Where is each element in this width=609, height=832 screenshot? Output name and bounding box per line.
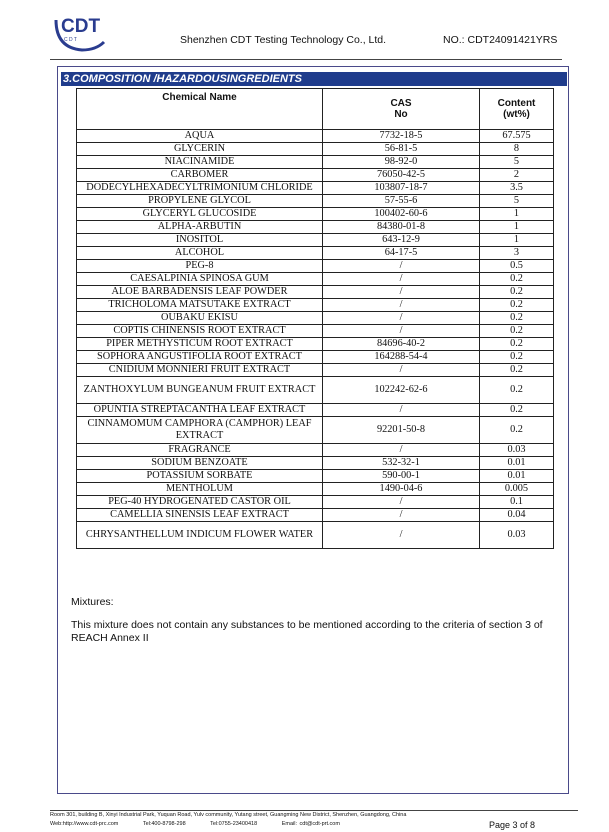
column-header-chemical-name: Chemical Name [77,89,323,130]
cell-chemical-name: COPTIS CHINENSIS ROOT EXTRACT [77,325,323,338]
cell-content: 0.2 [480,338,554,351]
table-row [77,496,554,509]
table-row [77,234,554,247]
table-row [77,299,554,312]
cell-chemical-name: TRICHOLOMA MATSUTAKE EXTRACT [77,299,323,312]
cell-cas-number: 92201-50-8 [323,417,480,444]
cell-chemical-name: NIACINAMIDE [77,156,323,169]
footer-web: Web:http://www.cdt-prc.com [50,821,119,827]
cell-chemical-name: ALOE BARBADENSIS LEAF POWDER [77,286,323,299]
cell-chemical-name: ZANTHOXYLUM BUNGEANUM FRUIT EXTRACT [77,377,323,404]
cell-cas-number: 57-55-6 [323,195,480,208]
cell-chemical-name: ALCOHOL [77,247,323,260]
footer-divider [50,810,578,811]
cell-content: 0.2 [480,325,554,338]
table-row [77,312,554,325]
table-row [77,260,554,273]
cell-cas-number: / [323,325,480,338]
cell-cas-number: / [323,312,480,325]
cell-cas-number: 590-00-1 [323,470,480,483]
table-row [77,351,554,364]
table-row [77,156,554,169]
cell-chemical-name: PIPER METHYSTICUM ROOT EXTRACT [77,338,323,351]
footer-tel-1: Tel:400-8798-298 [142,821,186,827]
cell-cas-number: / [323,299,480,312]
table-row [77,286,554,299]
cell-content: 1 [480,221,554,234]
cell-cas-number: / [323,364,480,377]
cell-cas-number: 7732-18-5 [323,130,480,143]
table-row [77,273,554,286]
cell-content: 0.2 [480,417,554,444]
table-row [77,221,554,234]
cell-content: 2 [480,169,554,182]
cell-cas-number: 84696-40-2 [323,338,480,351]
cell-content: 5 [480,156,554,169]
cell-content: 5 [480,195,554,208]
table-row [77,247,554,260]
table-row [77,404,554,417]
table-row [77,509,554,522]
cell-content: 0.1 [480,496,554,509]
cell-chemical-name: ALPHA-ARBUTIN [77,221,323,234]
column-header-content: Content (wt%) [480,89,554,130]
table-row [77,377,554,404]
cell-cas-number: 76050-42-5 [323,169,480,182]
cell-content: 0.03 [480,444,554,457]
footer-tel-2: Tel:0755-23400418 [210,821,258,827]
cell-cas-number: 84380-01-8 [323,221,480,234]
company-name: Shenzhen CDT Testing Technology Co., Ltd. [180,34,387,46]
table-row [77,143,554,156]
table-header-row [77,89,554,130]
cell-content: 0.2 [480,351,554,364]
cell-cas-number: 56-81-5 [323,143,480,156]
cell-chemical-name: MENTHOLUM [77,483,323,496]
cell-cas-number: 164288-54-4 [323,351,480,364]
table-row [77,182,554,195]
cell-content: 0.2 [480,312,554,325]
header-divider [50,59,562,60]
cell-chemical-name: CNIDIUM MONNIERI FRUIT EXTRACT [77,364,323,377]
cell-content: 0.005 [480,483,554,496]
cell-content: 0.2 [480,286,554,299]
composition-table [76,88,554,549]
section-title: 3.COMPOSITION /HAZARDOUSINGREDIENTS [61,72,567,86]
cell-chemical-name: CARBOMER [77,169,323,182]
cell-chemical-name: SOPHORA ANGUSTIFOLIA ROOT EXTRACT [77,351,323,364]
cell-content: 0.01 [480,470,554,483]
mixtures-label: Mixtures: [71,596,114,608]
table-row [77,169,554,182]
cell-cas-number: / [323,509,480,522]
cell-content: 0.2 [480,273,554,286]
cell-cas-number: / [323,260,480,273]
cell-chemical-name: OPUNTIA STREPTACANTHA LEAF EXTRACT [77,404,323,417]
column-header-cas: CAS No [323,89,480,130]
cell-content: 0.01 [480,457,554,470]
cell-chemical-name: POTASSIUM SORBATE [77,470,323,483]
cell-cas-number: / [323,286,480,299]
table-row [77,457,554,470]
cell-cas-number: 532-32-1 [323,457,480,470]
cell-chemical-name: CAESALPINIA SPINOSA GUM [77,273,323,286]
table-row [77,208,554,221]
cell-cas-number: 102242-62-6 [323,377,480,404]
table-row [77,195,554,208]
cell-content: 0.2 [480,377,554,404]
company-logo [52,10,112,54]
cell-chemical-name: OUBAKU EKISU [77,312,323,325]
cell-content: 0.2 [480,299,554,312]
cell-content: 0.2 [480,404,554,417]
cell-cas-number: / [323,404,480,417]
cell-chemical-name: PEG-8 [77,260,323,273]
cell-chemical-name: CAMELLIA SINENSIS LEAF EXTRACT [77,509,323,522]
cell-chemical-name: SODIUM BENZOATE [77,457,323,470]
cell-cas-number: / [323,522,480,549]
cell-content: 1 [480,208,554,221]
cell-cas-number: 643-12-9 [323,234,480,247]
cell-cas-number: 98-92-0 [323,156,480,169]
footer-email: Email: cdt@cdt-prt.com [281,821,340,827]
table-row [77,444,554,457]
table-row [77,338,554,351]
table-row [77,470,554,483]
cell-chemical-name: INOSITOL [77,234,323,247]
cell-cas-number: 103807-18-7 [323,182,480,195]
cell-content: 0.03 [480,522,554,549]
cell-chemical-name: DODECYLHEXADECYLTRIMONIUM CHLORIDE [77,182,323,195]
logo-text: CDT [61,16,101,37]
page-number: Page 3 of 8 [489,820,536,830]
cell-chemical-name: PROPYLENE GLYCOL [77,195,323,208]
footer-address: Room 301, building B, Xinyi Industrial Park, Yuquan Road, Yulv community, Yutang street, Guangming New District, Shenzhen, Guangdong, China [50,812,407,818]
table-row [77,364,554,377]
cell-content: 8 [480,143,554,156]
cell-content: 3.5 [480,182,554,195]
cell-content: 0.04 [480,509,554,522]
cell-cas-number: 100402-60-6 [323,208,480,221]
cell-content: 3 [480,247,554,260]
cell-chemical-name: GLYCERIN [77,143,323,156]
document-number: NO.: CDT24091421YRS [443,34,558,46]
cell-content: 0.2 [480,364,554,377]
table-row [77,483,554,496]
cell-chemical-name: GLYCERYL GLUCOSIDE [77,208,323,221]
cell-chemical-name: FRAGRANCE [77,444,323,457]
cell-chemical-name: CINNAMOMUM CAMPHORA (CAMPHOR) LEAF EXTRACT [77,417,323,444]
cell-chemical-name: PEG-40 HYDROGENATED CASTOR OIL [77,496,323,509]
footer-contacts [50,821,362,827]
cell-cas-number: / [323,273,480,286]
cell-cas-number: 1490-04-6 [323,483,480,496]
table-body [77,130,554,549]
table-row [77,325,554,338]
table-row [77,522,554,549]
logo-subtext: C D T [64,37,77,43]
cell-content: 67.575 [480,130,554,143]
table-row [77,417,554,444]
cell-cas-number: / [323,496,480,509]
mixtures-statement: This mixture does not contain any substances to be mentioned according to the criteria of section 3 of REACH Annex II [71,619,543,644]
cell-cas-number: / [323,444,480,457]
cell-chemical-name: AQUA [77,130,323,143]
cell-chemical-name: CHRYSANTHELLUM INDICUM FLOWER WATER [77,522,323,549]
cell-content: 0.5 [480,260,554,273]
cell-content: 1 [480,234,554,247]
table-row [77,130,554,143]
cell-cas-number: 64-17-5 [323,247,480,260]
